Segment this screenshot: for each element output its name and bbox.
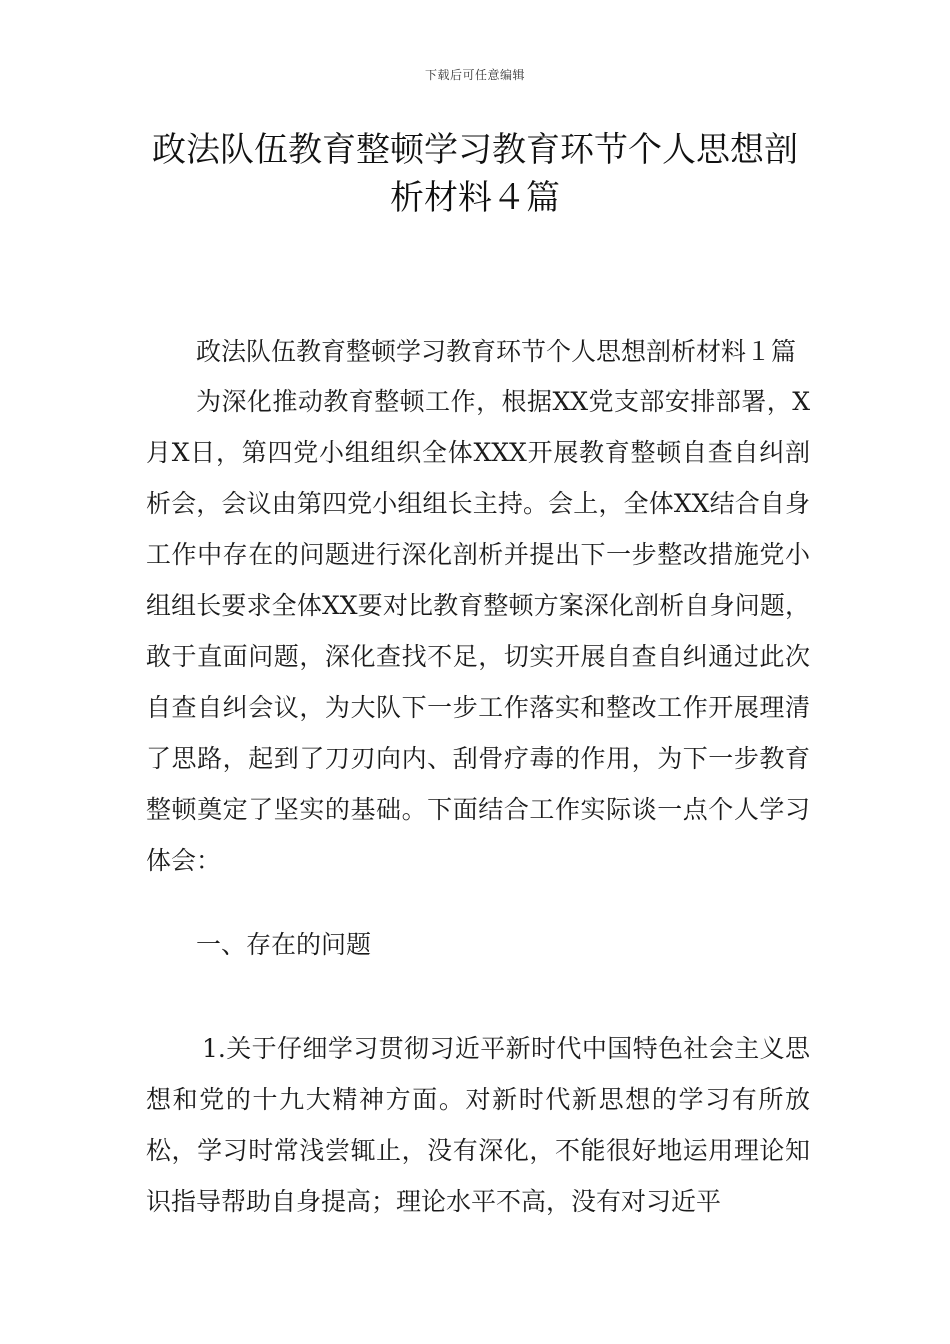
section-heading: 一、存在的问题 — [196, 930, 372, 959]
document-title: 政法队伍教育整顿学习教育环节个人思想剖析材料４篇 — [152, 130, 798, 218]
article-title: 政法队伍教育整顿学习教育环节个人思想剖析材料１篇 — [196, 337, 797, 366]
point-paragraph-1: 1.关于仔细学习贯彻习近平新时代中国特色社会主义思想和党的十九大精神方面。对新时代新思想的学习有所放松，学习时常浅尝辄止，没有深化，不能很好地运用理论知识指导帮助自身提高；理论水平不高，没有对习近平 — [146, 1034, 810, 1216]
download-note: 下载后可任意编辑 — [424, 68, 525, 82]
intro-paragraph: 为深化推动教育整顿工作，根据XX党支部安排部署，X月X日，第四党小组组织全体XXX开展教育整顿自查自纠剖析会，会议由第四党小组组长主持。会上，全体XX结合自身工作中存在的问题进行深化剖析并提出下一步整改措施党小组组长要求全体XX要对比教育整顿方案深化剖析自身问题，敢于直面问题，深化查找不足，切实开展自查自纠通过此次自查自纠会议，为大队下一步工作落实和整改工作开展理清了思路，起到了刀刃向内、刮骨疗毒的作用，为下一步教育整顿奠定了坚实的基础。下面结合工作实际谈一点个人学习体会： — [146, 387, 810, 875]
